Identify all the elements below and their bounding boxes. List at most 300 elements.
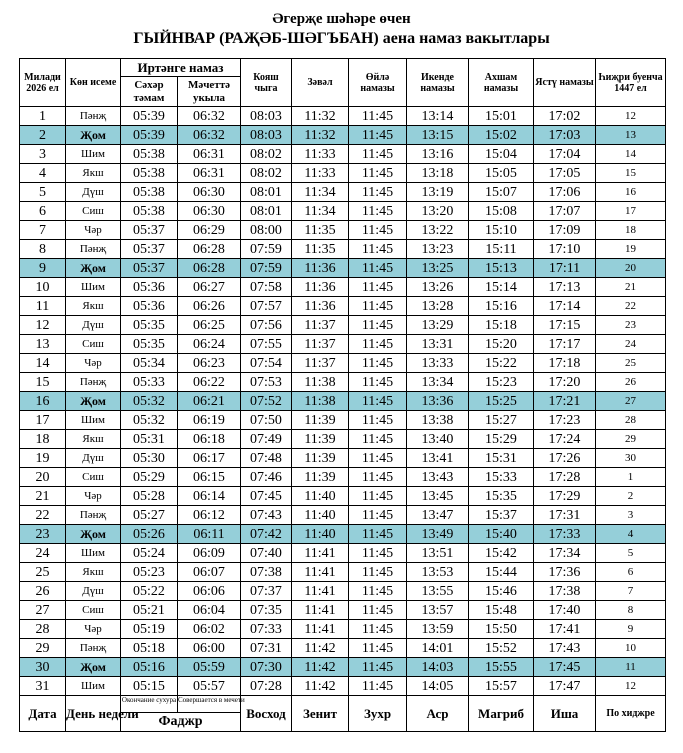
zenith-cell: 11:35 <box>292 221 349 240</box>
date-cell: 31 <box>20 677 66 696</box>
zenith-cell: 11:39 <box>292 449 349 468</box>
maghrib-cell: 15:50 <box>469 620 534 639</box>
weekday-cell: Җом <box>66 658 121 677</box>
weekday-cell: Дүш <box>66 316 121 335</box>
mosque-fajr-cell: 06:11 <box>178 525 241 544</box>
mosque-fajr-cell: 06:26 <box>178 297 241 316</box>
zenith-cell: 11:41 <box>292 544 349 563</box>
weekday-cell: Чәр <box>66 620 121 639</box>
col-header-mosque-fajr: Мәчеттә укыла <box>178 77 241 107</box>
date-cell: 10 <box>20 278 66 297</box>
asr-cell: 13:31 <box>407 335 469 354</box>
weekday-cell: Шим <box>66 677 121 696</box>
date-cell: 18 <box>20 430 66 449</box>
isha-cell: 17:36 <box>534 563 596 582</box>
table-row <box>20 449 666 468</box>
col-header-isha: Ястү намазы <box>534 59 596 107</box>
asr-cell: 13:38 <box>407 411 469 430</box>
date-cell: 27 <box>20 601 66 620</box>
isha-cell: 17:40 <box>534 601 596 620</box>
hijri-cell: 27 <box>596 392 666 411</box>
dhuhr-cell: 11:45 <box>349 259 407 278</box>
asr-cell: 13:15 <box>407 126 469 145</box>
table-row <box>20 506 666 525</box>
table-row <box>20 639 666 658</box>
document-header <box>0 0 683 49</box>
date-cell: 17 <box>20 411 66 430</box>
col-header-morning-group: Иртәнге намаз <box>121 59 241 77</box>
table-body <box>20 107 666 696</box>
suhoor-cell: 05:15 <box>121 677 178 696</box>
table-row <box>20 126 666 145</box>
sunrise-cell: 07:59 <box>241 240 292 259</box>
table-row <box>20 392 666 411</box>
hijri-cell: 12 <box>596 677 666 696</box>
date-cell: 15 <box>20 373 66 392</box>
isha-cell: 17:10 <box>534 240 596 259</box>
asr-cell: 13:34 <box>407 373 469 392</box>
maghrib-cell: 15:16 <box>469 297 534 316</box>
date-cell: 13 <box>20 335 66 354</box>
suhoor-cell: 05:36 <box>121 297 178 316</box>
suhoor-cell: 05:19 <box>121 620 178 639</box>
sunrise-cell: 07:49 <box>241 430 292 449</box>
zenith-cell: 11:36 <box>292 278 349 297</box>
weekday-cell: Җом <box>66 259 121 278</box>
asr-cell: 13:49 <box>407 525 469 544</box>
suhoor-cell: 05:30 <box>121 449 178 468</box>
dhuhr-cell: 11:45 <box>349 373 407 392</box>
table-row <box>20 145 666 164</box>
footer-suhoor-end: Окончание сухура <box>121 696 178 713</box>
zenith-cell: 11:32 <box>292 126 349 145</box>
mosque-fajr-cell: 06:24 <box>178 335 241 354</box>
asr-cell: 13:51 <box>407 544 469 563</box>
dhuhr-cell: 11:45 <box>349 316 407 335</box>
month-title: ГЫЙНВАР (РАҖӘБ-ШӘГЪБАН) аена намаз вакытлары <box>133 30 550 47</box>
hijri-cell: 21 <box>596 278 666 297</box>
zenith-cell: 11:35 <box>292 240 349 259</box>
table-header <box>20 59 666 107</box>
sunrise-cell: 07:37 <box>241 582 292 601</box>
weekday-cell: Шим <box>66 145 121 164</box>
date-cell: 22 <box>20 506 66 525</box>
mosque-fajr-cell: 06:19 <box>178 411 241 430</box>
maghrib-cell: 15:55 <box>469 658 534 677</box>
weekday-cell: Пәнҗ <box>66 373 121 392</box>
sunrise-cell: 07:48 <box>241 449 292 468</box>
dhuhr-cell: 11:45 <box>349 620 407 639</box>
isha-cell: 17:05 <box>534 164 596 183</box>
mosque-fajr-cell: 06:06 <box>178 582 241 601</box>
suhoor-cell: 05:26 <box>121 525 178 544</box>
mosque-fajr-cell: 06:14 <box>178 487 241 506</box>
mosque-fajr-cell: 06:29 <box>178 221 241 240</box>
footer-dhuhr: Зухр <box>349 696 407 732</box>
suhoor-cell: 05:31 <box>121 430 178 449</box>
date-cell: 23 <box>20 525 66 544</box>
table-row <box>20 335 666 354</box>
isha-cell: 17:13 <box>534 278 596 297</box>
hijri-cell: 13 <box>596 126 666 145</box>
sunrise-cell: 07:45 <box>241 487 292 506</box>
sunrise-cell: 07:35 <box>241 601 292 620</box>
zenith-cell: 11:39 <box>292 430 349 449</box>
isha-cell: 17:38 <box>534 582 596 601</box>
date-cell: 20 <box>20 468 66 487</box>
dhuhr-cell: 11:45 <box>349 240 407 259</box>
asr-cell: 13:16 <box>407 145 469 164</box>
isha-cell: 17:24 <box>534 430 596 449</box>
sunrise-cell: 07:50 <box>241 411 292 430</box>
dhuhr-cell: 11:45 <box>349 354 407 373</box>
suhoor-cell: 05:32 <box>121 411 178 430</box>
sunrise-cell: 08:03 <box>241 107 292 126</box>
maghrib-cell: 15:29 <box>469 430 534 449</box>
asr-cell: 13:41 <box>407 449 469 468</box>
suhoor-cell: 05:36 <box>121 278 178 297</box>
mosque-fajr-cell: 06:18 <box>178 430 241 449</box>
weekday-cell: Пәнҗ <box>66 240 121 259</box>
table-row <box>20 487 666 506</box>
hijri-cell: 20 <box>596 259 666 278</box>
sunrise-cell: 07:56 <box>241 316 292 335</box>
hijri-cell: 19 <box>596 240 666 259</box>
isha-cell: 17:29 <box>534 487 596 506</box>
table-row <box>20 544 666 563</box>
dhuhr-cell: 11:45 <box>349 297 407 316</box>
hijri-cell: 4 <box>596 525 666 544</box>
table-row <box>20 563 666 582</box>
isha-cell: 17:31 <box>534 506 596 525</box>
zenith-cell: 11:41 <box>292 601 349 620</box>
date-cell: 8 <box>20 240 66 259</box>
hijri-cell: 2 <box>596 487 666 506</box>
zenith-cell: 11:41 <box>292 582 349 601</box>
dhuhr-cell: 11:45 <box>349 411 407 430</box>
col-header-sunrise: Кояш чыга <box>241 59 292 107</box>
sunrise-cell: 07:40 <box>241 544 292 563</box>
suhoor-cell: 05:38 <box>121 202 178 221</box>
date-cell: 2 <box>20 126 66 145</box>
asr-cell: 13:25 <box>407 259 469 278</box>
maghrib-cell: 15:20 <box>469 335 534 354</box>
sunrise-cell: 07:53 <box>241 373 292 392</box>
mosque-fajr-cell: 05:59 <box>178 658 241 677</box>
weekday-cell: Шим <box>66 544 121 563</box>
maghrib-cell: 15:05 <box>469 164 534 183</box>
maghrib-cell: 15:01 <box>469 107 534 126</box>
table-row <box>20 107 666 126</box>
sunrise-cell: 07:38 <box>241 563 292 582</box>
mosque-fajr-cell: 06:04 <box>178 601 241 620</box>
date-cell: 21 <box>20 487 66 506</box>
table-row <box>20 259 666 278</box>
date-cell: 28 <box>20 620 66 639</box>
isha-cell: 17:45 <box>534 658 596 677</box>
weekday-cell: Сиш <box>66 601 121 620</box>
asr-cell: 13:45 <box>407 487 469 506</box>
hijri-cell: 5 <box>596 544 666 563</box>
hijri-cell: 10 <box>596 639 666 658</box>
zenith-cell: 11:38 <box>292 392 349 411</box>
dhuhr-cell: 11:45 <box>349 449 407 468</box>
sunrise-cell: 07:33 <box>241 620 292 639</box>
zenith-cell: 11:37 <box>292 335 349 354</box>
sunrise-cell: 08:01 <box>241 183 292 202</box>
weekday-cell: Якш <box>66 563 121 582</box>
table-row <box>20 164 666 183</box>
zenith-cell: 11:34 <box>292 202 349 221</box>
sunrise-cell: 07:43 <box>241 506 292 525</box>
suhoor-cell: 05:39 <box>121 126 178 145</box>
weekday-cell: Дүш <box>66 449 121 468</box>
col-header-hijri: Һиҗри буенча 1447 ел <box>596 59 666 107</box>
suhoor-cell: 05:32 <box>121 392 178 411</box>
hijri-cell: 26 <box>596 373 666 392</box>
asr-cell: 13:22 <box>407 221 469 240</box>
sunrise-cell: 07:31 <box>241 639 292 658</box>
zenith-cell: 11:37 <box>292 354 349 373</box>
table-row <box>20 221 666 240</box>
zenith-cell: 11:37 <box>292 316 349 335</box>
isha-cell: 17:26 <box>534 449 596 468</box>
isha-cell: 17:09 <box>534 221 596 240</box>
mosque-fajr-cell: 06:25 <box>178 316 241 335</box>
footer-maghrib: Магриб <box>469 696 534 732</box>
table-row <box>20 658 666 677</box>
weekday-cell: Дүш <box>66 183 121 202</box>
suhoor-cell: 05:16 <box>121 658 178 677</box>
zenith-cell: 11:42 <box>292 658 349 677</box>
mosque-fajr-cell: 06:32 <box>178 126 241 145</box>
date-cell: 3 <box>20 145 66 164</box>
weekday-cell: Якш <box>66 164 121 183</box>
isha-cell: 17:41 <box>534 620 596 639</box>
weekday-cell: Якш <box>66 297 121 316</box>
dhuhr-cell: 11:45 <box>349 525 407 544</box>
mosque-fajr-cell: 06:22 <box>178 373 241 392</box>
hijri-cell: 25 <box>596 354 666 373</box>
dhuhr-cell: 11:45 <box>349 430 407 449</box>
zenith-cell: 11:42 <box>292 677 349 696</box>
suhoor-cell: 05:38 <box>121 164 178 183</box>
asr-cell: 13:33 <box>407 354 469 373</box>
hijri-cell: 28 <box>596 411 666 430</box>
hijri-cell: 22 <box>596 297 666 316</box>
asr-cell: 13:43 <box>407 468 469 487</box>
zenith-cell: 11:40 <box>292 506 349 525</box>
hijri-cell: 18 <box>596 221 666 240</box>
asr-cell: 13:18 <box>407 164 469 183</box>
suhoor-cell: 05:38 <box>121 145 178 164</box>
asr-cell: 14:01 <box>407 639 469 658</box>
sunrise-cell: 07:52 <box>241 392 292 411</box>
zenith-cell: 11:38 <box>292 373 349 392</box>
asr-cell: 13:26 <box>407 278 469 297</box>
asr-cell: 13:40 <box>407 430 469 449</box>
suhoor-cell: 05:18 <box>121 639 178 658</box>
table-row <box>20 183 666 202</box>
suhoor-cell: 05:22 <box>121 582 178 601</box>
weekday-cell: Сиш <box>66 202 121 221</box>
maghrib-cell: 15:37 <box>469 506 534 525</box>
table-footer <box>20 696 666 732</box>
weekday-cell: Җом <box>66 126 121 145</box>
weekday-cell: Сиш <box>66 335 121 354</box>
dhuhr-cell: 11:45 <box>349 658 407 677</box>
maghrib-cell: 15:13 <box>469 259 534 278</box>
date-cell: 6 <box>20 202 66 221</box>
date-cell: 26 <box>20 582 66 601</box>
table-row <box>20 430 666 449</box>
zenith-cell: 11:39 <box>292 411 349 430</box>
zenith-cell: 11:36 <box>292 259 349 278</box>
mosque-fajr-cell: 06:31 <box>178 145 241 164</box>
suhoor-cell: 05:38 <box>121 183 178 202</box>
table-row <box>20 620 666 639</box>
mosque-fajr-cell: 05:57 <box>178 677 241 696</box>
col-header-asr: Икенде намазы <box>407 59 469 107</box>
date-cell: 4 <box>20 164 66 183</box>
suhoor-cell: 05:35 <box>121 316 178 335</box>
isha-cell: 17:04 <box>534 145 596 164</box>
sunrise-cell: 07:54 <box>241 354 292 373</box>
date-cell: 5 <box>20 183 66 202</box>
maghrib-cell: 15:11 <box>469 240 534 259</box>
zenith-cell: 11:32 <box>292 107 349 126</box>
sunrise-cell: 08:01 <box>241 202 292 221</box>
sunrise-cell: 07:28 <box>241 677 292 696</box>
maghrib-cell: 15:04 <box>469 145 534 164</box>
dhuhr-cell: 11:45 <box>349 145 407 164</box>
weekday-cell: Пәнҗ <box>66 107 121 126</box>
weekday-cell: Чәр <box>66 354 121 373</box>
mosque-fajr-cell: 06:30 <box>178 183 241 202</box>
isha-cell: 17:15 <box>534 316 596 335</box>
footer-zenith: Зенит <box>292 696 349 732</box>
weekday-cell: Чәр <box>66 221 121 240</box>
weekday-cell: Җом <box>66 392 121 411</box>
footer-hijri: По хиджре <box>596 696 666 732</box>
isha-cell: 17:02 <box>534 107 596 126</box>
city-title: Әгерҗе шәһәре өчен <box>272 11 411 27</box>
zenith-cell: 11:42 <box>292 639 349 658</box>
hijri-cell: 29 <box>596 430 666 449</box>
hijri-cell: 8 <box>596 601 666 620</box>
hijri-cell: 14 <box>596 145 666 164</box>
mosque-fajr-cell: 06:15 <box>178 468 241 487</box>
hijri-cell: 3 <box>596 506 666 525</box>
dhuhr-cell: 11:45 <box>349 392 407 411</box>
weekday-cell: Чәр <box>66 487 121 506</box>
isha-cell: 17:23 <box>534 411 596 430</box>
date-cell: 19 <box>20 449 66 468</box>
isha-cell: 17:33 <box>534 525 596 544</box>
isha-cell: 17:07 <box>534 202 596 221</box>
maghrib-cell: 15:07 <box>469 183 534 202</box>
isha-cell: 17:14 <box>534 297 596 316</box>
dhuhr-cell: 11:45 <box>349 468 407 487</box>
date-cell: 12 <box>20 316 66 335</box>
table-row <box>20 202 666 221</box>
maghrib-cell: 15:44 <box>469 563 534 582</box>
mosque-fajr-cell: 06:09 <box>178 544 241 563</box>
mosque-fajr-cell: 06:02 <box>178 620 241 639</box>
maghrib-cell: 15:25 <box>469 392 534 411</box>
date-cell: 25 <box>20 563 66 582</box>
footer-mosque-fajr: Совершается в мечети <box>178 696 241 713</box>
asr-cell: 13:20 <box>407 202 469 221</box>
isha-cell: 17:11 <box>534 259 596 278</box>
date-cell: 16 <box>20 392 66 411</box>
asr-cell: 13:47 <box>407 506 469 525</box>
dhuhr-cell: 11:45 <box>349 487 407 506</box>
date-cell: 11 <box>20 297 66 316</box>
table-row <box>20 373 666 392</box>
dhuhr-cell: 11:45 <box>349 278 407 297</box>
table-row <box>20 601 666 620</box>
maghrib-cell: 15:02 <box>469 126 534 145</box>
footer-isha: Иша <box>534 696 596 732</box>
sunrise-cell: 07:42 <box>241 525 292 544</box>
maghrib-cell: 15:31 <box>469 449 534 468</box>
asr-cell: 14:05 <box>407 677 469 696</box>
mosque-fajr-cell: 06:31 <box>178 164 241 183</box>
col-header-dhuhr: Өйлә намазы <box>349 59 407 107</box>
zenith-cell: 11:40 <box>292 487 349 506</box>
sunrise-cell: 07:58 <box>241 278 292 297</box>
weekday-cell: Шим <box>66 411 121 430</box>
maghrib-cell: 15:10 <box>469 221 534 240</box>
maghrib-cell: 15:52 <box>469 639 534 658</box>
maghrib-cell: 15:42 <box>469 544 534 563</box>
mosque-fajr-cell: 06:07 <box>178 563 241 582</box>
hijri-cell: 23 <box>596 316 666 335</box>
suhoor-cell: 05:23 <box>121 563 178 582</box>
isha-cell: 17:06 <box>534 183 596 202</box>
asr-cell: 13:14 <box>407 107 469 126</box>
suhoor-cell: 05:37 <box>121 259 178 278</box>
dhuhr-cell: 11:45 <box>349 183 407 202</box>
suhoor-cell: 05:33 <box>121 373 178 392</box>
suhoor-cell: 05:34 <box>121 354 178 373</box>
date-cell: 30 <box>20 658 66 677</box>
zenith-cell: 11:33 <box>292 145 349 164</box>
suhoor-cell: 05:27 <box>121 506 178 525</box>
date-cell: 9 <box>20 259 66 278</box>
isha-cell: 17:17 <box>534 335 596 354</box>
hijri-cell: 9 <box>596 620 666 639</box>
suhoor-cell: 05:37 <box>121 221 178 240</box>
footer-date: Дата <box>20 696 66 732</box>
isha-cell: 17:03 <box>534 126 596 145</box>
hijri-cell: 30 <box>596 449 666 468</box>
zenith-cell: 11:39 <box>292 468 349 487</box>
zenith-cell: 11:36 <box>292 297 349 316</box>
zenith-cell: 11:33 <box>292 164 349 183</box>
table-row <box>20 411 666 430</box>
hijri-cell: 6 <box>596 563 666 582</box>
col-header-zenith: Зәвәл <box>292 59 349 107</box>
maghrib-cell: 15:46 <box>469 582 534 601</box>
weekday-cell: Шим <box>66 278 121 297</box>
maghrib-cell: 15:08 <box>469 202 534 221</box>
suhoor-cell: 05:21 <box>121 601 178 620</box>
table-row <box>20 278 666 297</box>
hijri-cell: 12 <box>596 107 666 126</box>
sunrise-cell: 08:03 <box>241 126 292 145</box>
